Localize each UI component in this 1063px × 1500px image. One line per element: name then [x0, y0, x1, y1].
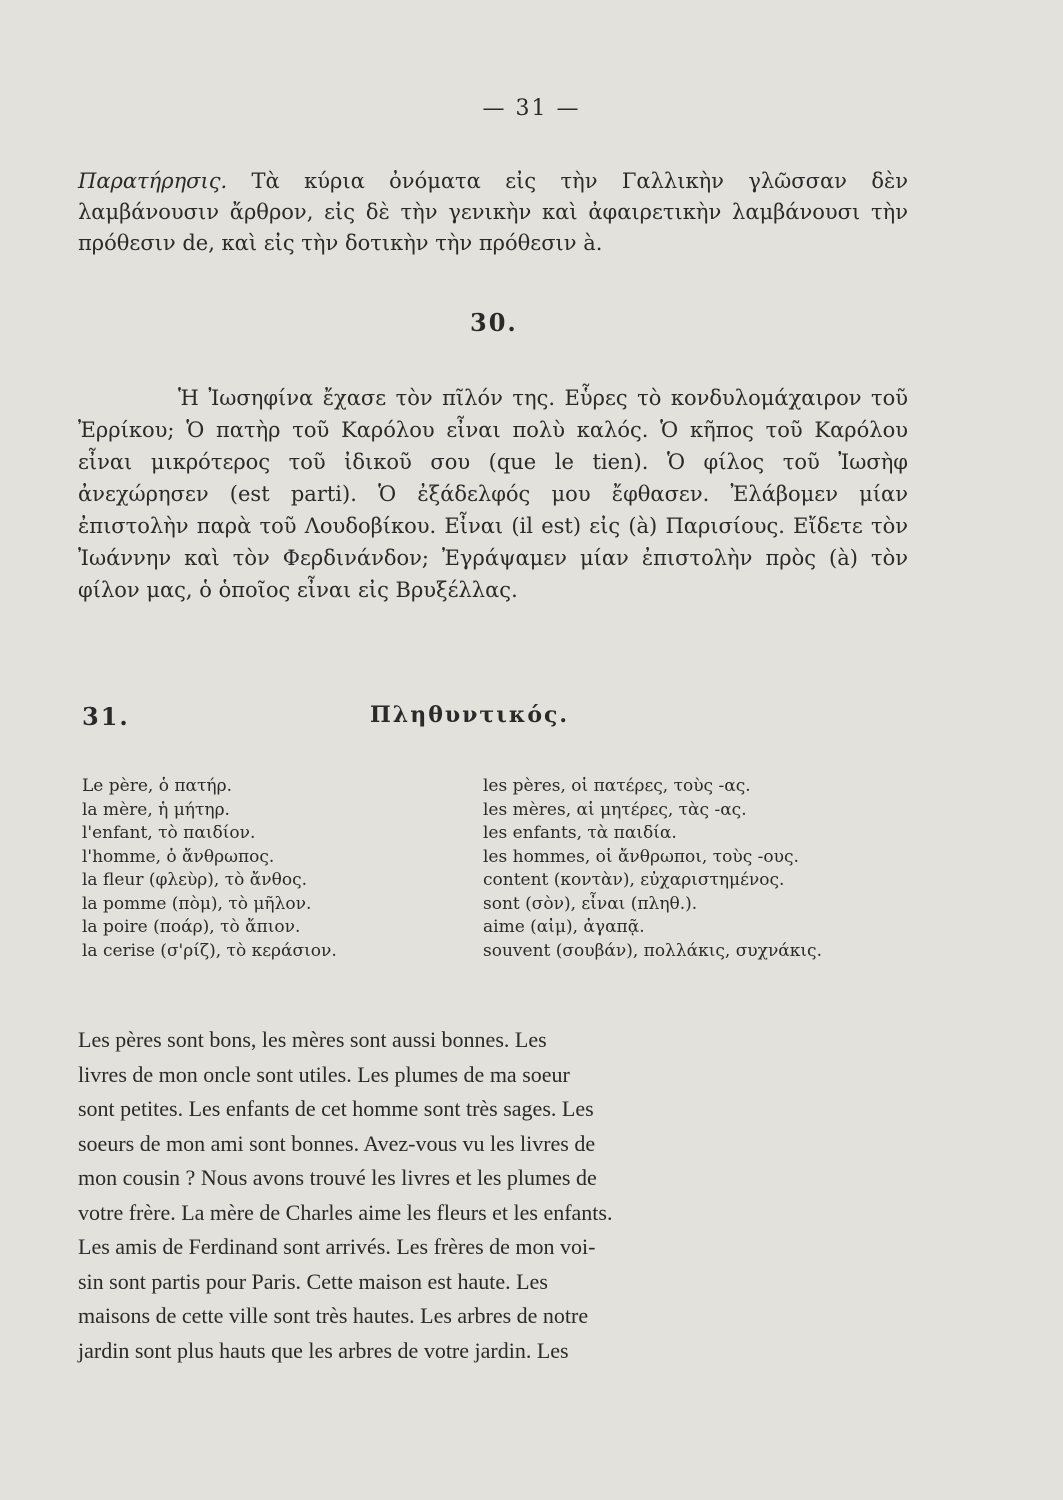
vocab-item: Le père, ὁ πατήρ. [82, 776, 232, 796]
reading-line: votre frère. La mère de Charles aime les fleurs et les enfants. [78, 1199, 613, 1225]
reading-line: sont petites. Les enfants de cet homme sont très sages. Les [78, 1096, 594, 1121]
section-30-exercise: Ἡ Ἰωσηφίνα ἔχασε τὸν πῖλόν της. Εὗρες τὸ κονδυλομάχαιρον τοῦ Ἐρρίκου; Ὁ πατὴρ τοῦ Καρόλου εἶναι πολὺ καλός. Ὁ κῆπος τοῦ Καρόλου εἶναι μικρότερος τοῦ ἰδικοῦ σου (que le tien). Ὁ φίλος τοῦ Ἰωσὴφ ἀνεχώρησεν (est parti). Ὁ ἐξάδελφός μου ἔφθασεν. Ἐλάβομεν μίαν ἐπιστολὴν παρὰ τοῦ Λουδοβίκου. Εἶναι (il est) εἰς (à) Παρισίους. Εἴδετε τὸν Ἰωάννην καὶ τὸν Φερδινάνδον; Ἐγράψαμεν μίαν ἐπιστολὴν πρὸς (à) τὸν φίλον μας, ὁ ὁποῖος εἶναι εἰς Βρυξέλλας. [78, 386, 908, 602]
vocab-item: sont (σὸν), εἶναι (πληθ.). [483, 893, 698, 914]
remark-paragraph [78, 166, 908, 259]
vocab-singular-column [82, 775, 412, 963]
vocab-item: les enfants, τὰ παιδία. [483, 823, 677, 843]
remark-lead: Παρατήρησις. [78, 169, 228, 193]
vocab-item: la fleur (φλεὺρ), τὸ ἄνθος. [82, 870, 307, 890]
section-30-number: 30. [470, 308, 518, 337]
vocab-item: la pomme (πὸμ), τὸ μῆλον. [82, 893, 312, 914]
reading-line: Les amis de Ferdinand sont arrivés. Les frères de mon voi- [78, 1234, 596, 1259]
vocab-item: la poire (ποάρ), τὸ ἄπιον. [82, 917, 301, 937]
vocab-item: les mères, αἱ μητέρες, τὰς -ας. [483, 799, 747, 820]
vocab-item: l'enfant, τὸ παιδίον. [82, 823, 256, 843]
vocab-item: aime (αἰμ), ἀγαπᾷ. [483, 917, 645, 937]
remark-text: Τὰ κύρια ὀνόματα εἰς τὴν Γαλλικὴν γλῶσσαν δὲν λαμβάνουσιν ἄρθρον, εἰς δὲ τὴν γενικὴν καὶ ἀφαιρετικὴν λαμβάνουσι τὴν πρόθεσιν de, καὶ εἰς τὴν δοτικὴν τὴν πρόθεσιν à. [78, 169, 908, 255]
reading-line: Les pères sont bons, les mères sont aussi bonnes. Les [78, 1027, 547, 1052]
vocab-item: la cerise (σ'ρίζ), τὸ κεράσιον. [82, 940, 337, 961]
reading-line: jardin sont plus hauts que les arbres de votre jardin. Les [78, 1337, 569, 1363]
french-reading-exercise [78, 1023, 908, 1368]
vocab-item: souvent (σουβάν), πολλάκις, συχνάκις. [483, 940, 822, 961]
section-31-number: 31. [82, 702, 130, 731]
reading-line: sin sont partis pour Paris. Cette maison est haute. Les [78, 1268, 548, 1294]
vocab-item: les hommes, οἱ ἄνθρωποι, τοὺς -ους. [483, 846, 799, 867]
reading-line: soeurs de mon ami sont bonnes. Avez-vous vu les livres de [78, 1130, 596, 1156]
vocab-item: la mère, ἡ μήτηρ. [82, 799, 230, 820]
vocab-item: les pères, οἱ πατέρες, τοὺς -ας. [483, 776, 751, 796]
reading-line: maisons de cette ville sont très hautes. Les arbres de notre [78, 1303, 589, 1328]
page-number: — 31 — [482, 96, 581, 121]
reading-line: livres de mon oncle sont utiles. Les plumes de ma soeur [78, 1061, 570, 1087]
section-31-title: Πληθυντικός. [370, 702, 570, 728]
reading-line: mon cousin ? Nous avons trouvé les livres et les plumes de [78, 1165, 597, 1190]
vocab-item: l'homme, ὁ ἄνθρωπος. [82, 846, 275, 867]
vocab-item: content (κοντὰν), εὐχαριστημένος. [483, 870, 785, 890]
vocab-plural-column [483, 775, 923, 963]
